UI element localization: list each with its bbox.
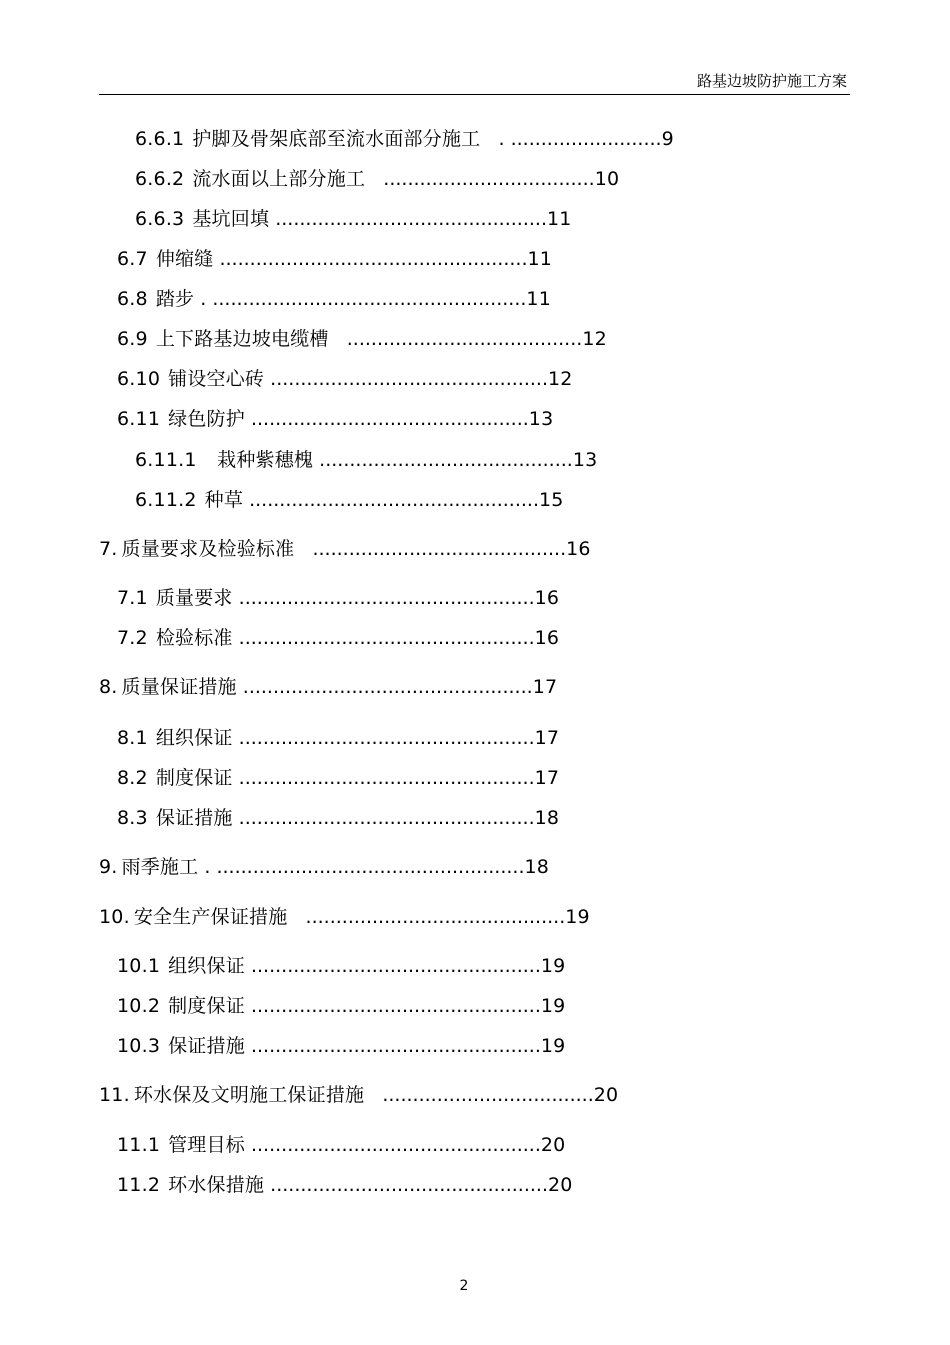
toc-entry-title: 检验标准 [155, 627, 233, 649]
toc-entry-number: 6.10 [117, 368, 161, 390]
toc-entry-leader: .............................................. [244, 408, 529, 430]
toc-entry-10-2[interactable] [117, 994, 565, 1018]
toc-entry-leader: ................................................ [243, 489, 539, 511]
toc-entry-number: 6.6.2 [135, 168, 185, 190]
toc-entry-number: 7.2 [117, 627, 148, 649]
toc-entry-title: 保证措施 [155, 807, 233, 829]
toc-entry-leader: ................................................ [244, 1035, 541, 1057]
toc-entry-number: 6.11.2 [135, 489, 197, 511]
toc-entry-leader: . .................................................... [194, 288, 527, 310]
toc-entry-11-1[interactable] [117, 1133, 565, 1157]
toc-entry-title: 铺设空心砖 [168, 368, 265, 390]
toc-entry-page: 19 [540, 1035, 566, 1057]
toc-entry-number: 6.9 [117, 328, 148, 350]
toc-entry-page: 16 [534, 627, 560, 649]
toc-entry-6-9[interactable] [117, 327, 607, 351]
toc-entry-leader: . ......................... [480, 128, 662, 150]
toc-entry-page: 20 [540, 1134, 566, 1156]
toc-entry-title: 保证措施 [168, 1035, 245, 1057]
toc-entry-7-1[interactable] [117, 586, 559, 610]
toc-entry-number: 6.11.1 [135, 449, 197, 471]
toc-entry-leader: ................................................. [232, 807, 535, 829]
toc-entry-leader: . ................................................... [198, 856, 525, 878]
toc-entry-number: 6.7 [117, 248, 148, 270]
toc-entry-page: 12 [547, 368, 573, 390]
toc-entry-8[interactable] [99, 675, 557, 699]
toc-entry-leader: ................................................. [232, 627, 535, 649]
toc-entry-number: 7. [99, 538, 118, 560]
toc-entry-leader: ................................... [364, 1084, 594, 1106]
toc-entry-6-11-2[interactable] [135, 488, 564, 512]
toc-entry-title: 环水保及文明施工保证措施 [133, 1084, 365, 1106]
toc-entry-page: 11 [527, 248, 553, 270]
toc-entry-8-2[interactable] [117, 766, 559, 790]
toc-entry-leader: .......................................... [294, 538, 567, 560]
toc-entry-leader: ................................................. [232, 727, 535, 749]
toc-entry-title: 组织保证 [155, 727, 233, 749]
toc-entry-number: 11.1 [117, 1134, 161, 1156]
toc-entry-number: 10.3 [117, 1035, 161, 1057]
toc-entry-title: 管理目标 [168, 1134, 245, 1156]
header-rule [99, 94, 850, 95]
toc-entry-6-11[interactable] [117, 407, 553, 431]
toc-entry-10-1[interactable] [117, 954, 565, 978]
toc-entry-title: 质量保证措施 [121, 676, 237, 698]
toc-entry-number: 7.1 [117, 587, 148, 609]
toc-entry-11[interactable] [99, 1083, 618, 1107]
toc-entry-page: 18 [534, 807, 560, 829]
toc-entry-page: 18 [524, 856, 550, 878]
toc-entry-leader: ................................................... [213, 248, 528, 270]
toc-entry-title: 绿色防护 [168, 408, 245, 430]
toc-entry-page: 16 [566, 538, 591, 560]
toc-entry-title: 上下路基边坡电缆槽 [155, 328, 329, 350]
toc-entry-page: 9 [661, 128, 674, 150]
toc-entry-10-3[interactable] [117, 1034, 565, 1058]
toc-entry-6-6-1[interactable] [135, 127, 674, 151]
toc-entry-page: 20 [593, 1084, 619, 1106]
toc-entry-leader: .......................................... [313, 449, 573, 471]
toc-entry-title: 制度保证 [168, 995, 245, 1017]
toc-entry-title: 环水保措施 [168, 1174, 265, 1196]
toc-entry-leader: .............................................. [264, 1174, 548, 1196]
toc-entry-number: 6.8 [117, 288, 148, 310]
toc-entry-title: 栽种紫穗槐 [204, 449, 314, 471]
toc-entry-title: 制度保证 [155, 767, 233, 789]
toc-entry-8-1[interactable] [117, 726, 559, 750]
toc-entry-title: 种草 [204, 489, 244, 511]
toc-entry-page: 20 [547, 1174, 573, 1196]
toc-entry-title: 安全生产保证措施 [133, 906, 288, 928]
toc-entry-page: 19 [540, 995, 566, 1017]
toc-entry-title: 护脚及骨架底部至流水面部分施工 [192, 128, 481, 150]
toc-entry-title: 伸缩缝 [155, 248, 214, 270]
toc-entry-leader: ................................................ [236, 676, 533, 698]
toc-entry-number: 8.1 [117, 727, 148, 749]
toc-entry-page: 15 [539, 489, 564, 511]
toc-entry-page: 11 [526, 288, 551, 310]
toc-entry-number: 6.6.1 [135, 128, 185, 150]
toc-entry-leader: ................................................. [232, 767, 535, 789]
toc-entry-page: 17 [532, 676, 558, 698]
toc-entry-7[interactable] [99, 537, 591, 561]
toc-entry-page: 13 [528, 408, 554, 430]
toc-entry-leader: ............................................. [269, 208, 547, 230]
toc-entry-title: 质量要求及检验标准 [121, 538, 295, 560]
toc-entry-number: 10.2 [117, 995, 161, 1017]
toc-entry-page: 16 [534, 587, 560, 609]
toc-entry-leader: ................................................ [244, 995, 541, 1017]
toc-entry-6-10[interactable] [117, 367, 573, 391]
toc-entry-6-8[interactable] [117, 287, 551, 311]
toc-entry-number: 11.2 [117, 1174, 161, 1196]
page-number: 2 [459, 1278, 469, 1294]
toc-entry-page: 17 [534, 767, 560, 789]
toc-entry-number: 6.6.3 [135, 208, 185, 230]
toc-entry-leader: ........................................... [287, 906, 566, 928]
toc-entry-number: 8.3 [117, 807, 148, 829]
toc-entry-title: 雨季施工 [121, 856, 199, 878]
toc-entry-6-7[interactable] [117, 247, 552, 271]
toc-entry-leader: ................................................ [244, 1134, 541, 1156]
toc-entry-title: 基坑回填 [192, 208, 270, 230]
toc-entry-title: 流水面以上部分施工 [192, 168, 366, 190]
toc-entry-number: 6.11 [117, 408, 161, 430]
toc-entry-8-3[interactable] [117, 806, 559, 830]
toc-entry-number: 10.1 [117, 955, 161, 977]
toc-entry-7-2[interactable] [117, 626, 559, 650]
toc-entry-page: 19 [565, 906, 590, 928]
toc-entry-number: 9. [99, 856, 118, 878]
toc-entry-page: 11 [547, 208, 572, 230]
toc-entry-page: 19 [540, 955, 566, 977]
toc-entry-page: 12 [582, 328, 607, 350]
toc-entry-page: 13 [572, 449, 598, 471]
toc-entry-number: 8. [99, 676, 118, 698]
toc-entry-6-6-2[interactable] [135, 167, 619, 191]
toc-entry-11-2[interactable] [117, 1173, 573, 1197]
toc-entry-6-6-3[interactable] [135, 207, 572, 231]
running-header-title: 路基边坡防护施工方案 [696, 72, 847, 90]
toc-entry-9[interactable] [99, 855, 549, 879]
toc-entry-leader: .............................................. [264, 368, 548, 390]
toc-entry-leader: ................................................. [232, 587, 535, 609]
toc-entry-leader: ....................................... [328, 328, 583, 350]
toc-entry-leader: ................................................ [244, 955, 541, 977]
toc-entry-number: 11. [99, 1084, 130, 1106]
toc-entry-page: 17 [534, 727, 560, 749]
toc-entry-title: 组织保证 [168, 955, 245, 977]
toc-entry-title: 质量要求 [155, 587, 233, 609]
toc-entry-page: 10 [594, 168, 620, 190]
toc-entry-number: 8.2 [117, 767, 148, 789]
toc-entry-leader: ................................... [365, 168, 595, 190]
toc-entry-10[interactable] [99, 905, 590, 929]
toc-entry-number: 10. [99, 906, 130, 928]
toc-entry-6-11-1[interactable] [135, 448, 597, 472]
toc-entry-title: 踏步 [155, 288, 195, 310]
